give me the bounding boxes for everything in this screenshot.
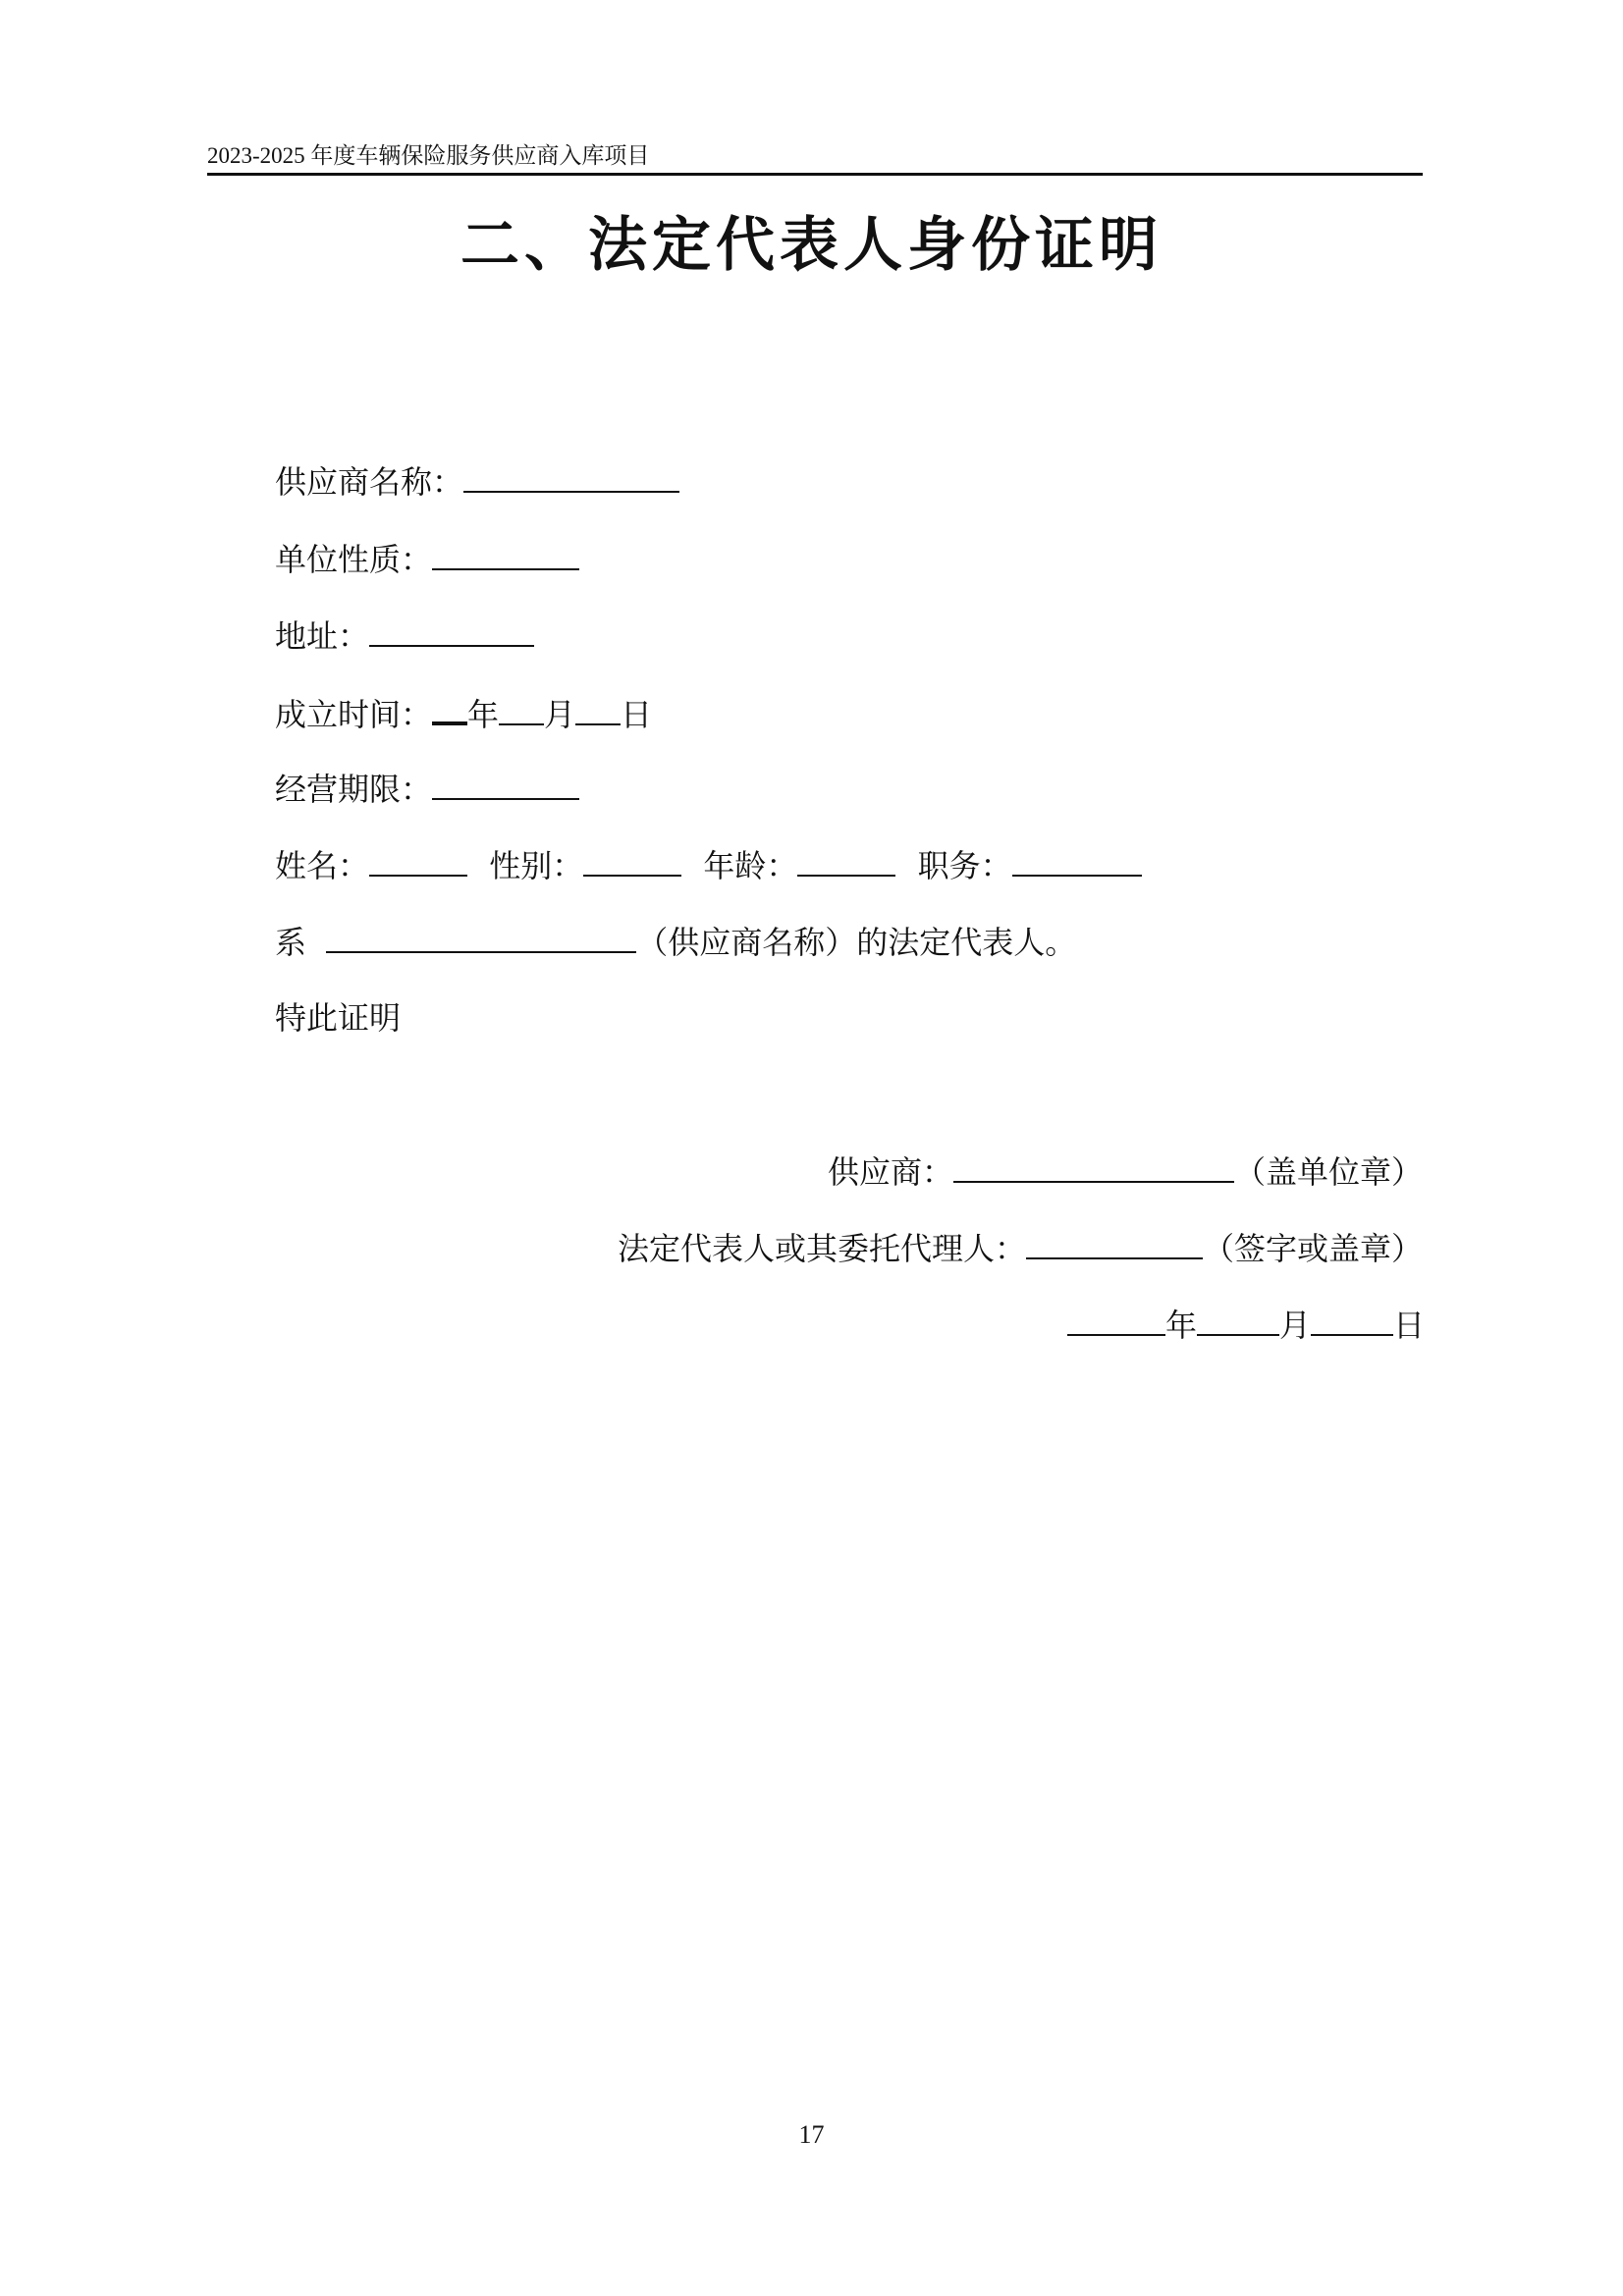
is-suffix: （供应商名称）的法定代表人。	[636, 924, 1077, 961]
supplier-seal-note: （盖单位章）	[1233, 1153, 1423, 1191]
page-title: 二、法定代表人身份证明	[460, 211, 1163, 280]
signature-month-label: 月	[1278, 1307, 1311, 1344]
name-blank[interactable]	[369, 845, 467, 877]
term-row	[275, 769, 579, 809]
is-prefix: 系	[275, 924, 307, 961]
unit-nature-blank[interactable]	[432, 539, 579, 570]
unit-nature-row	[275, 539, 579, 579]
representative-row	[275, 922, 1076, 962]
name-label: 姓名：	[275, 847, 370, 884]
address-blank[interactable]	[369, 615, 534, 647]
address-row	[275, 615, 534, 656]
address-label: 地址：	[275, 617, 370, 655]
signature-year-label: 年	[1164, 1307, 1197, 1344]
supplier-signature-row	[828, 1151, 1423, 1192]
term-label: 经营期限：	[275, 771, 433, 808]
supplier-name-blank[interactable]	[463, 461, 679, 493]
established-year-blank[interactable]	[432, 692, 467, 725]
established-row	[275, 692, 652, 734]
signature-date-row	[1067, 1305, 1425, 1345]
signature-day-blank[interactable]	[1311, 1305, 1393, 1336]
header-divider	[207, 173, 1423, 176]
representative-signature-blank[interactable]	[1026, 1228, 1203, 1259]
representative-seal-note: （签字或盖章）	[1202, 1230, 1423, 1267]
established-month-blank[interactable]	[499, 694, 544, 725]
signature-month-blank[interactable]	[1197, 1305, 1279, 1336]
certify-text: 特此证明	[275, 999, 402, 1037]
representative-signature-row	[618, 1228, 1423, 1268]
established-year-label: 年	[467, 696, 500, 733]
supplier-signature-blank[interactable]	[953, 1151, 1234, 1183]
term-blank[interactable]	[432, 769, 579, 800]
page-number: 17	[798, 2120, 825, 2149]
representative-signature-label: 法定代表人或其委托代理人：	[617, 1230, 1026, 1267]
company-name-blank[interactable]	[326, 922, 636, 953]
gender-blank[interactable]	[583, 845, 681, 877]
established-label: 成立时间：	[275, 696, 433, 733]
supplier-signature-label: 供应商：	[827, 1153, 953, 1191]
gender-label: 性别：	[489, 847, 584, 884]
supplier-name-row	[275, 461, 679, 502]
age-label: 年龄：	[703, 847, 798, 884]
established-month-label: 月	[544, 696, 576, 733]
signature-day-label: 日	[1392, 1307, 1425, 1344]
person-row	[275, 845, 1142, 885]
signature-year-blank[interactable]	[1067, 1305, 1165, 1336]
running-header: 2023-2025 年度车辆保险服务供应商入库项目	[207, 143, 650, 168]
position-label: 职务：	[917, 847, 1012, 884]
supplier-name-label: 供应商名称：	[275, 463, 464, 501]
established-day-label: 日	[621, 696, 653, 733]
age-blank[interactable]	[797, 845, 895, 877]
position-blank[interactable]	[1012, 845, 1142, 877]
unit-nature-label: 单位性质：	[275, 541, 433, 578]
established-day-blank[interactable]	[575, 694, 621, 725]
